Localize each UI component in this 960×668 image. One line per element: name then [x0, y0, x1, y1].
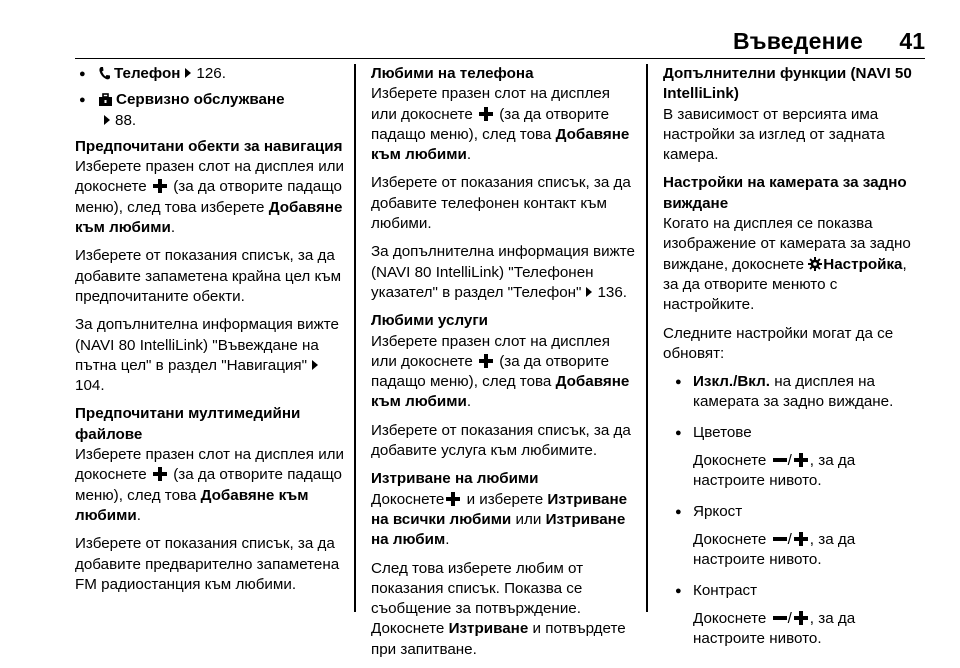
paragraph: Изберете от показания списък, за да добавите предварително запаметена FM радиостанция към любими. — [75, 535, 340, 593]
menu-command: Изтриване на всички любими — [371, 490, 628, 528]
paragraph — [75, 315, 347, 396]
page-ref: 104. — [75, 377, 105, 395]
plus-icon — [794, 532, 808, 546]
menu-command: Добавяне към любими — [75, 486, 309, 524]
section-heading: Допълнителни функции (NAVI 50 IntelliLink) — [663, 65, 912, 103]
text: За допълнителна информация вижте (NAVI 80 IntelliLink) "Въвеждане на пътна цел" в раздел "Навигация" — [75, 316, 339, 374]
phone-icon — [99, 67, 110, 80]
plus-icon — [479, 107, 493, 121]
menu-command: Изтриване — [448, 620, 529, 638]
text: Изберете празен слот на дисплея или докоснете — [371, 332, 610, 370]
text: и изберете — [466, 490, 544, 508]
text: , за да настроите нивото. — [693, 609, 856, 648]
paragraph: Изберете от показания списък, за да добавите телефонен контакт към любими. — [371, 174, 631, 233]
menu-command: Изкл./Вкл. — [693, 373, 770, 391]
page-ref: 88. — [115, 111, 137, 129]
page-ref-arrow-icon — [104, 115, 110, 125]
list-item-label: Сервизно обслужване — [116, 91, 285, 109]
minus-icon — [773, 458, 787, 462]
paragraph: Изберете от показания списък, за да добавите запаметена крайна цел към предпочитаните обекти. — [75, 247, 342, 305]
paragraph: Следните настройки могат да се обновят: — [663, 324, 894, 362]
menu-command: Изтриване на любим — [371, 510, 626, 549]
menu-command: Добавяне към любими — [75, 198, 343, 237]
text: Докоснете — [693, 530, 767, 548]
section-heading: Предпочитани мултимедийни файлове — [75, 405, 301, 443]
text: Докоснете — [693, 609, 767, 627]
text: , за да отворите менюто с настройките. — [663, 255, 907, 314]
page-ref: 136. — [597, 283, 627, 301]
column-3 — [663, 64, 925, 659]
service-icon — [99, 93, 112, 106]
menu-command: Настройка — [823, 255, 903, 273]
text: Докоснете — [371, 490, 445, 508]
text: , за да настроите нивото. — [693, 530, 856, 569]
paragraph: Изберете празен слот на дисплея или докоснете (за да отворите падащо меню), след това изберете Добавяне към любими. — [75, 158, 345, 237]
gear-icon — [808, 257, 822, 271]
paragraph: Изберете празен слот на дисплея или докоснете (за да отворите падащо меню), след това Добавяне към любими. — [371, 332, 630, 411]
column-1 — [75, 64, 347, 603]
list-item — [75, 64, 347, 84]
text: и потвърдете при запитване. — [371, 620, 626, 658]
text: (за да отворите падащо меню), след това изберете — [75, 178, 342, 216]
list-item — [663, 423, 925, 492]
text: (за да отворите падащо меню), след това — [371, 105, 610, 143]
section-heading: Настройки на камерата за задно виждане — [663, 174, 907, 212]
text: Когато на дисплея се показва изображение от камерата за задно виждане, докоснете — [663, 215, 911, 273]
paragraph: В зависимост от версията има настройки за изглед от задната камера. — [663, 105, 885, 164]
menu-command: Добавяне към любими — [371, 373, 630, 411]
plus-icon — [479, 354, 493, 368]
list-item-label: Цветове — [693, 423, 752, 441]
list-item — [663, 502, 925, 571]
instruction: Докоснете / , за да настроите нивото. — [693, 452, 856, 490]
text: на дисплея на камерата за задно виждане. — [693, 373, 894, 411]
list-item-label: Контраст — [693, 581, 758, 599]
list-item — [663, 372, 925, 413]
list-item-label: Телефон — [114, 65, 181, 82]
page-ref-arrow-icon — [312, 360, 318, 370]
text: Докоснете — [693, 452, 767, 470]
text: или — [515, 510, 542, 528]
section-heading: Любими на телефона — [371, 65, 534, 82]
text: Изберете празен слот на дисплея или докоснете — [75, 446, 345, 484]
settings-list — [663, 372, 925, 649]
page-number: 41 — [899, 28, 925, 54]
minus-icon — [773, 537, 787, 541]
text: (за да отворите падащо меню), след това — [371, 352, 610, 391]
list-item — [75, 90, 347, 131]
text: (за да отворите падащо меню), след това — [75, 466, 342, 504]
plus-icon — [446, 492, 460, 506]
text: Изберете празен слот на дисплея или докоснете — [371, 85, 610, 123]
plus-icon — [794, 611, 808, 625]
paragraph: Изберете празен слот на дисплея или докоснете (за да отворите падащо меню), след това Добавяне към любими. — [75, 446, 345, 524]
column-2 — [371, 64, 635, 668]
list-item — [663, 581, 925, 650]
instruction: Докоснете / , за да настроите нивото. — [693, 530, 856, 569]
minus-icon — [773, 616, 787, 620]
text: За допълнителна информация вижте (NAVI 80 IntelliLink) "Телефонен указател" в раздел "Телефон" — [371, 243, 635, 301]
text: , за да настроите нивото. — [693, 452, 856, 490]
paragraph — [371, 559, 635, 660]
plus-icon — [794, 453, 808, 467]
text: След това изберете любим от показания списък. Показва се съобщение за потвърждение. Докоснете — [371, 559, 584, 638]
page-header — [75, 20, 925, 59]
plus-icon — [153, 179, 167, 193]
instruction: Докоснете / , за да настроите нивото. — [693, 609, 856, 648]
text: Изберете празен слот на дисплея или докоснете — [75, 158, 345, 196]
paragraph: Изберете от показания списък, за да добавите услуга към любимите. — [371, 421, 631, 460]
menu-command: Добавяне към любими — [371, 125, 630, 164]
paragraph — [663, 214, 925, 315]
section-heading: Изтриване на любими — [371, 470, 539, 488]
paragraph — [371, 242, 635, 303]
page-ref-arrow-icon — [586, 287, 592, 297]
list-item-label: Яркост — [693, 502, 743, 520]
page-ref: 126. — [196, 65, 226, 82]
column-divider — [646, 64, 648, 612]
plus-icon — [153, 467, 167, 481]
section-heading: Любими услуги — [371, 312, 489, 330]
column-divider — [354, 64, 356, 612]
page-title: Въведение — [732, 28, 863, 54]
section-heading: Предпочитани обекти за навигация — [75, 137, 343, 155]
paragraph: Изберете празен слот на дисплея или докоснете (за да отворите падащо меню), след това Добавяне към любими. — [371, 85, 630, 164]
paragraph: Докоснете и изберете Изтриване на всички любими или Изтриване на любим. — [371, 490, 628, 549]
page-ref-arrow-icon — [185, 68, 191, 78]
